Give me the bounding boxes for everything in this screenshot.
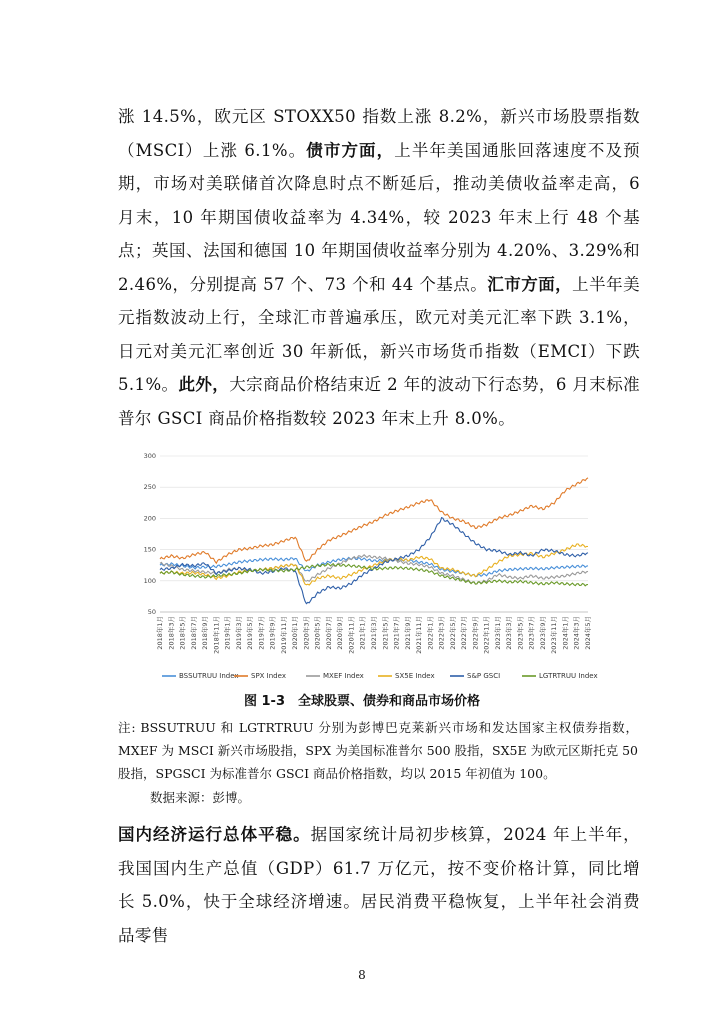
market-price-chart [118, 450, 603, 685]
x-tick-label: 2018年5月 [178, 616, 187, 650]
x-tick-label: 2022年5月 [448, 616, 457, 650]
x-tick-label: 2021年11月 [415, 616, 424, 654]
bold-heading-fx-market: 汇市方面， [487, 274, 573, 294]
y-tick-label: 50 [147, 608, 156, 616]
x-tick-label: 2024年5月 [584, 616, 592, 650]
x-tick-label: 2019年7月 [257, 616, 266, 650]
x-tick-label: 2021年1月 [358, 616, 367, 650]
x-tick-label: 2023年7月 [527, 616, 536, 650]
x-tick-label: 2022年7月 [460, 616, 469, 650]
y-tick-label: 300 [143, 452, 156, 460]
y-tick-label: 200 [143, 514, 156, 523]
figure-note: 注: BSSUTRUU 和 LGTRTRUU 分别为彭博巴克莱新兴市场和发达国家主权债券指数，MXEF 为 MSCI 新兴市场股指，SPX 为美国标准普尔 500 股指，SX5E 为欧元区斯托克 50 股指，SPGSCI 为标准普尔 GSCI 商品价格指数，均以 2015 年初值为 100。 [118, 720, 638, 781]
series-line-spx-index [160, 478, 588, 563]
x-tick-label: 2020年1月 [291, 616, 300, 650]
x-tick-label: 2024年3月 [572, 616, 581, 650]
x-tick-label: 2019年5月 [246, 616, 255, 650]
x-tick-label: 2018年1月 [156, 616, 164, 650]
paragraph-text: 据国家统计局初步核算，2024 年上半年，我国国内生产总值（GDP）61.7 万亿元，按不变价格计算，同比增长 5.0%，快于全球经济增速。居民消费平稳恢复，上半年社会消费品零售 [118, 825, 640, 945]
chart-legend [162, 672, 598, 680]
x-tick-label: 2018年11月 [212, 616, 221, 654]
x-tick-label: 2021年9月 [403, 616, 412, 650]
y-axis-ticks [144, 452, 156, 616]
figure-caption: 图 1-3 全球股票、债券和商品市场价格 [243, 694, 480, 709]
y-tick-label: 150 [143, 545, 156, 554]
x-tick-label: 2020年5月 [313, 616, 322, 650]
x-tick-label: 2023年1月 [493, 616, 502, 650]
x-tick-label: 2021年5月 [381, 616, 390, 650]
body-paragraph-1 [118, 100, 640, 435]
paragraph-text: 上半年美国通胀回落速度不及预期，市场对美联储首次降息时点不断延后，推动美债收益率走高，6 月末，10 年期国债收益率为 4.34%，较 2023 年末上行 48 个基点；英国、法国和德国 10 年期国债收益率分别为 4.20%、3.29%和 2.46%，分别提高 57 个、73 个和 44 个基点。 [118, 140, 640, 294]
legend-label: MXEF Index [323, 672, 364, 680]
legend-label: S&P GSCI [467, 672, 501, 680]
chart-series-lines [160, 478, 588, 604]
x-tick-label: 2020年11月 [347, 616, 356, 654]
paragraph-text: 大宗商品价格结束近 2 年的波动下行态势，6 月末标准普尔 GSCI 商品价格指数较 2023 年末上升 8.0%。 [118, 375, 641, 428]
bold-heading-bond-market: 债市方面， [306, 140, 395, 160]
x-tick-label: 2020年3月 [302, 616, 311, 650]
data-source: 数据来源：彭博。 [150, 790, 251, 805]
x-tick-label: 2022年9月 [471, 616, 480, 650]
y-tick-label: 250 [143, 483, 156, 492]
x-tick-label: 2023年3月 [505, 616, 514, 650]
x-tick-label: 2019年9月 [268, 616, 277, 650]
page-number: 8 [358, 968, 366, 982]
x-tick-label: 2019年3月 [234, 616, 243, 650]
x-tick-label: 2024年1月 [561, 616, 570, 650]
legend-label: SPX Index [251, 672, 286, 680]
bold-heading-additionally: 此外， [178, 375, 230, 394]
x-tick-label: 2022年3月 [437, 616, 446, 650]
bold-heading-domestic-economy: 国内经济运行总体平稳。 [118, 825, 311, 844]
x-tick-label: 2018年3月 [167, 616, 176, 650]
legend-label: LGTRTRUU Index [539, 672, 598, 680]
x-tick-label: 2022年1月 [426, 616, 435, 650]
x-tick-label: 2018年9月 [201, 616, 210, 650]
x-tick-label: 2022年11月 [482, 616, 491, 654]
x-axis-ticks [155, 616, 592, 654]
x-tick-label: 2019年11月 [279, 616, 288, 654]
x-tick-label: 2020年9月 [336, 616, 345, 650]
x-tick-label: 2020年7月 [324, 616, 333, 650]
x-tick-label: 2018年7月 [189, 616, 198, 650]
paragraph-text: 涨 14.5%，欧元区 STOXX50 指数上涨 8.2%，新兴市场股票指数（MSCI）上涨 6.1%。 [118, 107, 640, 160]
x-tick-label: 2023年9月 [538, 616, 547, 650]
x-tick-label: 2023年11月 [550, 616, 559, 654]
legend-label: SX5E Index [395, 672, 435, 680]
x-tick-label: 2023年5月 [516, 616, 525, 650]
body-paragraph-2 [118, 818, 640, 952]
paragraph-text: 上半年美元指数波动上行，全球汇市普遍承压，欧元对美元汇率下跌 3.1%，日元对美元汇率创近 30 年新低，新兴市场货币指数（EMCI）下跌 5.1%。 [118, 274, 640, 394]
legend-label: BSSUTRUU Index [179, 672, 239, 680]
y-tick-label: 100 [143, 576, 156, 585]
chart-grid [160, 456, 588, 612]
x-tick-label: 2019年1月 [223, 616, 232, 650]
x-tick-label: 2021年3月 [370, 616, 378, 650]
x-tick-label: 2021年7月 [392, 616, 401, 650]
